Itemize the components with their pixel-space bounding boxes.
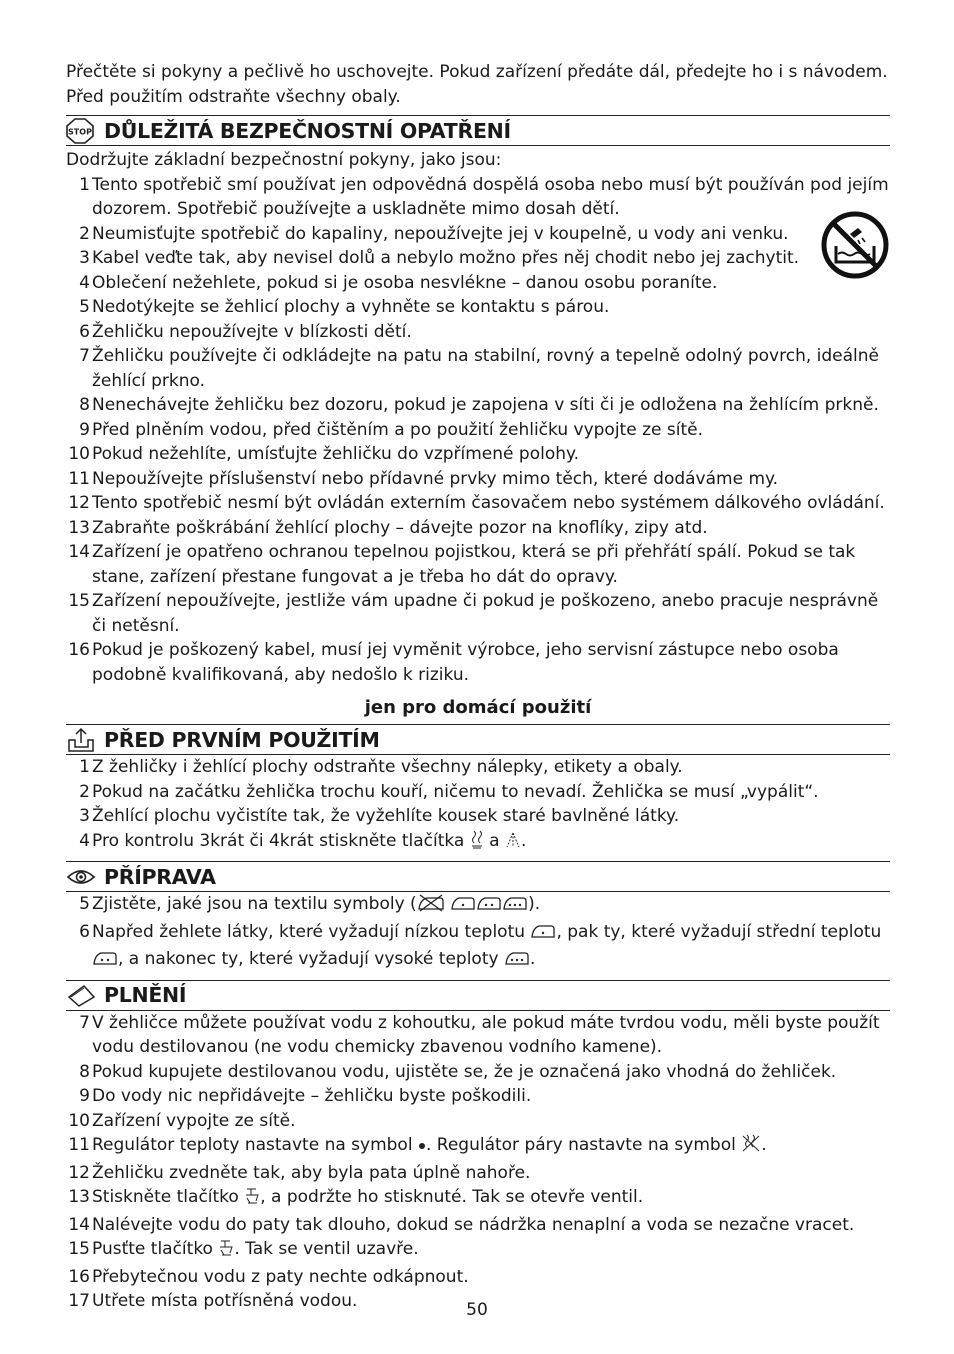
list-item: 9 Do vody nic nepřidávejte – žehličku byste poškodili. [79, 1086, 532, 1106]
list-item: 13 Zabraňte poškrábání žehlící plochy – dávejte pozor na knoflíky, zipy atd. [68, 517, 708, 538]
iron-low-icon [450, 894, 476, 920]
list-item: 7 V žehličce můžete používat vodu z kohoutku, ale pokud máte tvrdou vodu, měli byste použít vodu destilovanou (ne vodu chemicky zbavenou vodního kamene). [79, 1012, 880, 1057]
valve-button-icon [218, 1239, 234, 1265]
filling-heading [66, 980, 890, 1011]
first-use-list [66, 755, 890, 829]
list-item: 17 Utřete místa potřísněná vodou. [68, 1291, 358, 1311]
svg-text:STOP: STOP [68, 127, 92, 136]
safety-lead: Dodržujte základní bezpečnostní pokyny, jako jsou: [66, 150, 502, 170]
list-item: 16 Přebytečnou vodu z paty nechte odkápnout. [68, 1266, 469, 1287]
list-item: 5 Zjistěte, jaké jsou na textilu symboly ( ). [66, 892, 890, 920]
iron-high-icon [504, 949, 530, 975]
list-item: 15 Pusťte tlačítko . Tak se ventil uzavře. [66, 1237, 890, 1265]
page-number: 50 [466, 1300, 488, 1320]
section-title: PŘED PRVNÍM POUŽITÍM [104, 727, 380, 752]
list-item: 11 Nepoužívejte příslušenství nebo přídavné prvky mimo těch, které dodáváme my. [68, 468, 779, 489]
steam-shot-icon [470, 829, 484, 857]
filling-list [66, 1011, 890, 1134]
list-item: 8 Nenechávejte žehličku bez dozoru, pokud je zapojena v síti či je odložena na žehlícím prkně. [79, 395, 879, 415]
list-item: 2 Pokud na začátku žehlička trochu kouří, ničemu to nevadí. Žehlička se musí „vypálit“. [79, 781, 819, 802]
preparation-heading [66, 861, 890, 892]
list-item: 12 Žehličku zvedněte tak, aby byla pata úplně nahoře. [68, 1162, 531, 1183]
intro [66, 60, 890, 109]
list-item: 5 Nedotýkejte se žehlicí plochy a vyhněte se kontaktu s párou. [79, 297, 610, 317]
manual-page [66, 60, 890, 1314]
list-item: 8 Pokud kupujete destilovanou vodu, ujistěte se, že je označená jako vhodná do žehliček. [79, 1061, 837, 1082]
domestic-use-note: jen pro domácí použití [364, 697, 592, 718]
list-item: 13 Stiskněte tlačítko , a podržte ho stisknuté. Tak se otevře ventil. [66, 1185, 890, 1213]
filling-list-cont [66, 1133, 890, 1265]
no-bathroom-warning-icon [820, 210, 890, 284]
valve-button-icon [244, 1187, 260, 1213]
list-item: 2 Neumisťujte spotřebič do kapaliny, nepoužívejte jej v koupelně, u vody ani venku. [79, 223, 789, 244]
iron-medium-icon [92, 949, 118, 975]
eye-icon [66, 865, 96, 889]
preparation-list [66, 892, 890, 975]
list-item: 12 Tento spotřebič nesmí být ovládán externím časovačem nebo systémem dálkového ovládání. [68, 493, 885, 513]
list-item: 4 Pro kontrolu 3krát či 4krát stiskněte tlačítka a . [66, 829, 890, 857]
safety-list [66, 173, 890, 688]
list-item: 11 Regulátor teploty nastavte na symbol . Regulátor páry nastavte na symbol . [66, 1133, 890, 1161]
stop-icon [66, 119, 96, 143]
list-item: 3 Žehlící plochu vyčistíte tak, že vyžehlíte kousek staré bavlněné látky. [79, 806, 680, 826]
list-item: 4 Oblečení nežehlete, pokud si je osoba nesvlékne – danou osobu poraníte. [79, 272, 718, 293]
intro-line: Přečtěte si pokyny a pečlivě ho uschovejte. Pokud zařízení předáte dál, předejte ho i s návodem. [66, 62, 888, 82]
list-item: 10 Zařízení vypojte ze sítě. [68, 1110, 296, 1131]
no-iron-icon [417, 894, 445, 920]
list-item: 7 Žehličku používejte či odkládejte na patu na stabilní, rovný a tepelně odolný povrch, ideálně žehlící prkno. [79, 346, 880, 391]
list-item: 1 Tento spotřebič smí používat jen odpovědná dospělá osoba nebo musí být používán pod jejím dozorem. Spotřebič používejte a uskladněte mimo dosah dětí. [79, 174, 889, 219]
section-title: PLNĚNÍ [104, 983, 187, 1007]
list-item: 14 Zařízení je opatřeno ochranou tepelnou pojistkou, která se při přehřátí spálí. Pokud se tak stane, zařízení přestane fungovat a je třeba ho dát do opravy. [68, 542, 856, 587]
list-item: 14 Nalévejte vodu do paty tak dlouho, dokud se nádržka nenaplní a voda se nezačne vracet. [68, 1214, 855, 1235]
filling-icon [66, 983, 96, 1007]
safety-heading [66, 115, 890, 146]
list-item: 3 Kabel veďte tak, aby nevisel dolů a nebylo možno přes něj chodit nebo jej zachytit. [79, 248, 800, 268]
iron-high-icon [502, 894, 528, 920]
list-item: 6 Napřed žehlete látky, které vyžadují nízkou teplotu , pak ty, které vyžadují střední teplotu , a nakonec ty, které vyžadují vysoké teploty . [66, 920, 890, 975]
list-item: 1 Z žehličky i žehlící plochy odstraňte všechny nálepky, etikety a obaly. [79, 757, 683, 777]
no-steam-icon [741, 1133, 761, 1161]
list-item: 10 Pokud nežehlíte, umísťujte žehličku do vzpřímené polohy. [68, 444, 580, 464]
section-title: DŮLEŽITÁ BEZPEČNOSTNÍ OPATŘENÍ [104, 118, 511, 143]
iron-low-icon [530, 922, 556, 948]
list-item: 9 Před plněním vodou, před čištěním a po použití žehličku vypojte ze sítě. [79, 419, 703, 440]
list-item: 15 Zařízení nepoužívejte, jestliže vám upadne či pokud je poškozeno, anebo pracuje nesprávně či netěsní. [68, 591, 879, 636]
section-title: PŘÍPRAVA [104, 864, 216, 889]
list-item: 6 Žehličku nepoužívejte v blízkosti dětí. [79, 321, 412, 342]
iron-medium-icon [476, 894, 502, 920]
intro-line: Před použitím odstraňte všechny obaly. [66, 86, 401, 107]
dot-symbol-icon [418, 1136, 426, 1161]
list-item: 16 Pokud je poškozený kabel, musí jej vyměnit výrobce, jeho servisní zástupce nebo osoba podobně kvalifikovaná, aby nedošlo k riziku. [68, 640, 839, 685]
first-use-icon [66, 728, 96, 752]
spray-icon [505, 829, 521, 857]
first-use-heading [66, 724, 890, 755]
first-use-list-cont [66, 829, 890, 857]
